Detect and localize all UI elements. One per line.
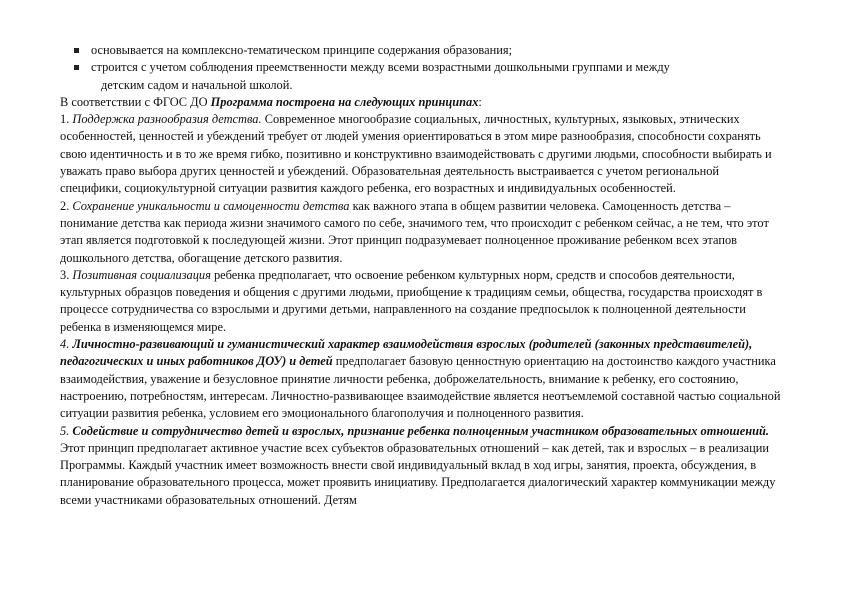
- bullet-text: основывается на комплексно-тематическом принципе содержания образования;: [91, 43, 513, 57]
- principle-number: 4.: [60, 337, 73, 352]
- principle-title: Сохранение уникальности и самоценности детства: [72, 198, 350, 213]
- principle-body: Современное многообразие социальных, личностных, культурных, языковых, этнических особенностей, ценностей и убеждений требует от людей умения ориентироваться в этом мире разнообразия, способности сохранять свою идентичность и в то же время гибко, позитивно и конструктивно взаимодействовать с другими людьми, способности выбирать и уважать право выбора других ценностей и убеждений. Образовательная деятельность выстраивается с учетом региональной специфики, социокультурной ситуации развития каждого ребенка, его возрастных и индивидуальных особенностей.: [60, 112, 772, 196]
- intro-emphasis: Программа построена на следующих принципах: [210, 94, 479, 109]
- document-body: [60, 42, 782, 509]
- principle-body: Этот принцип предполагает активное участие всех субъектов образовательных отношений – как детей, так и взрослых – в реализации Программы. Каждый участник имеет возможность внести свой индивидуальный вклад в ход игры, занятия, проекта, обсуждения, в планирование образовательного процесса, может проявить инициативу. Предполагается диалогический характер коммуникации между всеми участниками образовательных отношений. Детям: [60, 440, 776, 507]
- principle-number: 2.: [60, 198, 73, 213]
- bullet-item: [60, 59, 782, 94]
- bullet-text-continuation: детским садом и начальной школой.: [101, 77, 293, 92]
- principle-paragraph: [60, 198, 782, 267]
- principle-title: Содействие и сотрудничество детей и взрослых, признание ребенка полноценным участником образовательных отношений.: [72, 423, 770, 438]
- principle-paragraph: [60, 267, 782, 336]
- square-bullet-icon: [74, 48, 79, 53]
- principle-number: 3.: [60, 267, 73, 282]
- bullet-item: [60, 42, 782, 59]
- principle-title: Поддержка разнообразия детства.: [72, 112, 262, 127]
- principle-paragraph: [60, 336, 782, 422]
- intro-prefix: В соответствии с ФГОС ДО: [60, 94, 211, 109]
- intro-paragraph: [60, 94, 782, 111]
- principle-body: как важного этапа в общем развитии человека. Самоценность детства – понимание детства как периода жизни значимого самого по себе, значимого тем, что происходит с ребенком сейчас, а не тем, что этот этап является подготовкой к последующей жизни. Этот принцип подразумевает полноценное проживание ребенком всех этапов дошкольного детства, обогащение детского развития.: [60, 198, 769, 265]
- principle-paragraph: [60, 423, 782, 509]
- principle-number: 5.: [60, 423, 73, 438]
- principle-title: Личностно-развивающий и гуманистический характер взаимодействия взрослых (родителей (законных представителей), педагогических и иных работников ДОУ) и детей: [60, 337, 753, 369]
- principle-paragraph: [60, 111, 782, 197]
- principle-body: ребенка предполагает, что освоение ребенком культурных норм, средств и способов деятельности, культурных образцов поведения и общения с другими людьми, приобщение к традициям семьи, общества, государства происходят в процессе сотрудничества со взрослыми и другими детьми, направленного на создание предпосылок к полноценной деятельности ребенка в изменяющемся мире.: [60, 267, 763, 334]
- principle-number: 1.: [60, 112, 73, 127]
- principle-title: Позитивная социализация: [72, 267, 211, 282]
- bullet-text: строится с учетом соблюдения преемственности между всеми возрастными дошкольными группами и между: [91, 60, 670, 75]
- intro-suffix: :: [478, 94, 482, 109]
- principle-body: предполагает базовую ценностную ориентацию на достоинство каждого участника взаимодействия, уважение и безусловное принятие личности ребенка, доброжелательность, внимание к ребенку, его состоянию, настроению, потребностям, интересам. Личностно-развивающее взаимодействие является неотъемлемой составной частью социальной ситуации развития ребенка, условием его эмоционального благополучия и полноценного развития.: [60, 354, 781, 421]
- square-bullet-icon: [74, 65, 79, 70]
